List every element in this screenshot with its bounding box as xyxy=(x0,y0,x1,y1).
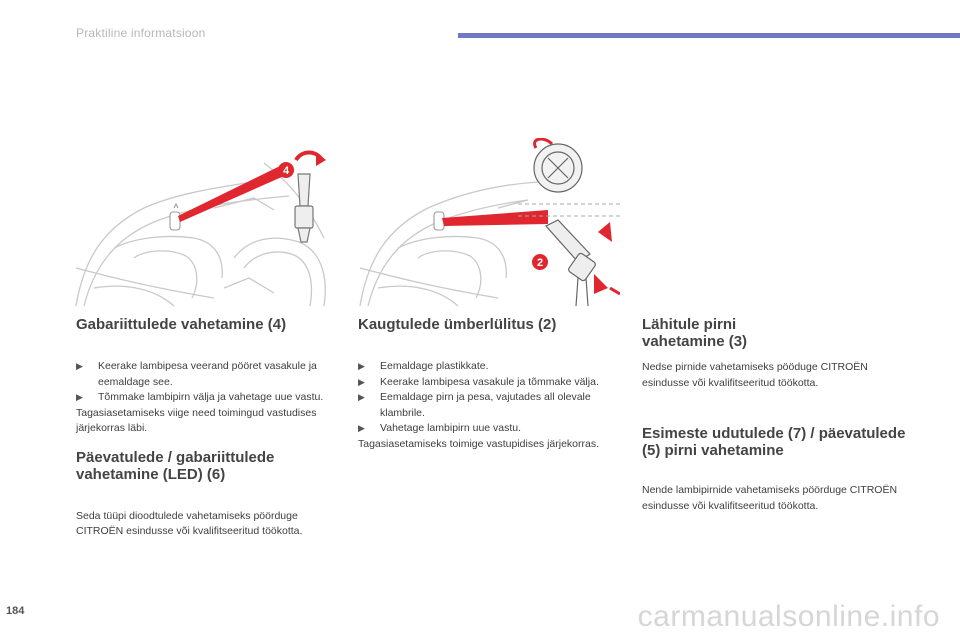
step-badge-4-label: 4 xyxy=(282,165,290,177)
main-beam-note: Tagasiasetamiseks toimige vastupidises järjekorras. xyxy=(358,437,600,450)
header-accent-bar xyxy=(458,33,960,38)
column-middle xyxy=(358,316,618,452)
bullet-icon: ▶ xyxy=(358,423,365,433)
fog-lamps-body: Nende lambipirnide vahetamiseks pöörduge CITROËN esindusse või kvalifitseeritud töökotta. xyxy=(642,484,898,512)
list-item xyxy=(358,375,618,391)
dipped-beam-body: Nedse pirnide vahetamiseks pööduge CITROËN esindusse või kvalifitseeritud töökotta. xyxy=(642,361,868,389)
sidelight-drawing xyxy=(74,138,344,308)
step-text: Eemaldage plastikkate. xyxy=(380,360,489,372)
drl-body: Seda tüüpi dioodtulede vahetamiseks pöörduge CITROËN esindusse või kvalifitseeritud töökotta. xyxy=(76,509,303,537)
fog-lamps-title: Esimeste udutulede (7) / päevatulede (5) pirni vahetamine xyxy=(642,425,906,459)
list-item xyxy=(358,421,618,437)
list-item xyxy=(76,359,346,390)
main-beam-steps xyxy=(358,359,618,437)
page-number: 184 xyxy=(6,605,25,617)
drl-title: Päevatulede / gabariittulede vahetamine (LED) (6) xyxy=(76,448,275,483)
main-beam-title: Kaugtulede ümberlülitus (2) xyxy=(358,316,557,333)
sidelights-note: Tagasiasetamiseks viige need toimingud vastudises järjekorras läbi. xyxy=(76,406,317,434)
main-beam-illustration xyxy=(358,138,620,308)
column-left xyxy=(76,316,346,540)
sidelights-steps xyxy=(76,359,346,406)
step-text: Eemaldage pirn ja pesa, vajutades all olevale klambrile. xyxy=(380,391,591,419)
dipped-beam-title: Lähitule pirni vahetamine (3) xyxy=(642,316,748,350)
bullet-icon: ▶ xyxy=(76,392,83,402)
step-text: Keerake lambipesa veerand pööret vasakule ja eemaldage see. xyxy=(98,360,317,388)
bullet-icon: ▶ xyxy=(358,361,365,371)
bullet-icon: ▶ xyxy=(358,376,365,387)
watermark: carmanualsonline.info xyxy=(637,600,940,633)
list-item xyxy=(358,390,618,421)
bullet-icon: ▶ xyxy=(76,361,83,371)
step-text: Vahetage lambipirn uue vastu. xyxy=(380,422,522,434)
step-text: Tõmmake lambipirn välja ja vahetage uue vastu. xyxy=(98,391,324,403)
list-item xyxy=(76,390,346,406)
list-item xyxy=(358,359,618,375)
bullet-icon: ▶ xyxy=(358,392,365,402)
step-badge-2-label: 2 xyxy=(536,257,544,269)
sidelight-illustration xyxy=(74,138,344,308)
main-beam-drawing xyxy=(358,138,620,308)
sidelights-title: Gabariittulede vahetamine (4) xyxy=(76,316,287,333)
column-right xyxy=(642,316,912,514)
chapter-title: Praktiline informatsioon xyxy=(76,26,206,40)
step-text: Keerake lambipesa vasakule ja tõmmake välja. xyxy=(380,375,599,388)
page-header xyxy=(0,0,960,50)
